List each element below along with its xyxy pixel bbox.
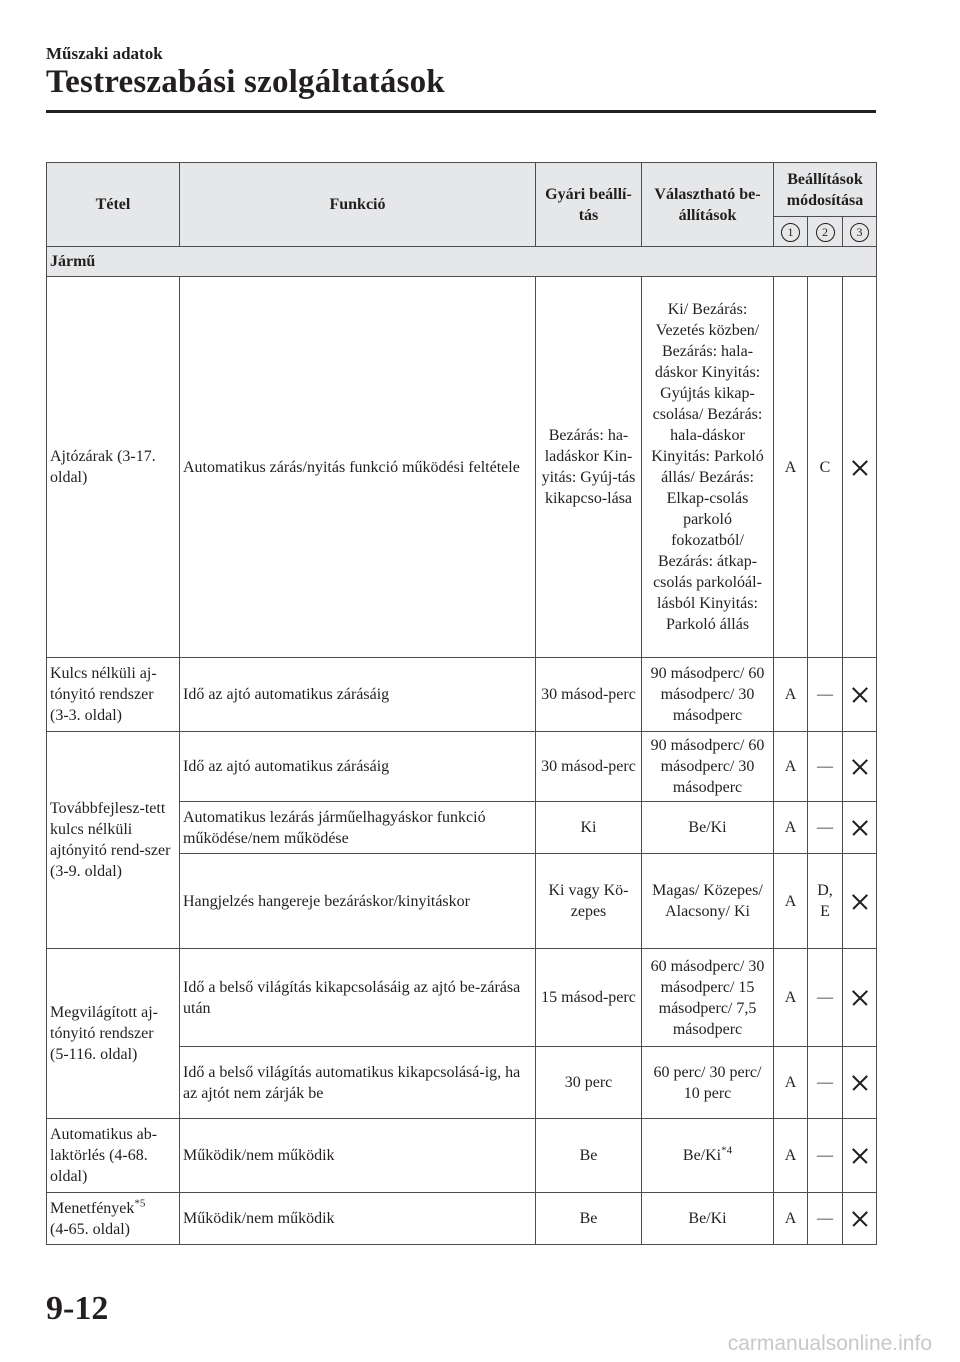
item-reference: (4-65. oldal) [50, 1220, 130, 1238]
row-selectable: Ki/ Bezárás: Vezetés közben/ Bezárás: hala-dáskor Kinyitás: Gyújtás kikap-csolása/ Bezárás: hala-dáskor Kinyitás: Parkoló állás/ Bezárás: Elkap-csolás parkoló fokozatból/ Bezárás: átkap-csolás parkolóál-lásból Kinyitás: Parkoló állás [642, 277, 774, 658]
row-function: Hangjelzés hangereje bezáráskor/kinyitáskor [180, 854, 536, 949]
table-row [47, 277, 877, 658]
row-selectable: Be/Ki [642, 802, 774, 854]
footnote-marker: *4 [721, 1144, 733, 1157]
circled-2-icon: 2 [816, 223, 835, 242]
method-2-header [808, 217, 843, 247]
not-available-icon [852, 687, 868, 703]
row-selectable: 60 perc/ 30 perc/ 10 perc [642, 1047, 774, 1119]
selectable-value: Be/Ki [682, 1147, 722, 1164]
row-function: Automatikus zárás/nyitás funkció működési feltétele [180, 277, 536, 658]
row-method-2: — [808, 949, 843, 1047]
table-row [47, 1119, 877, 1193]
page-title: Testreszabási szolgáltatások [46, 64, 445, 100]
row-method-2: — [808, 658, 843, 732]
row-selectable: Magas/ Közepes/ Alacsony/ Ki [642, 854, 774, 949]
table-row [47, 949, 877, 1047]
row-method-3 [843, 277, 877, 658]
row-item: Továbbfejlesz-tett kulcs nélküli ajtónyitó rend-szer (3-9. oldal) [47, 732, 180, 949]
table-row [47, 732, 877, 802]
row-function: Idő a belső világítás kikapcsolásáig az ajtó be-zárása után [180, 949, 536, 1047]
row-method-3 [843, 732, 877, 802]
row-item: Ajtózárak (3-17. oldal) [47, 277, 180, 658]
row-method-1: A [774, 854, 808, 949]
row-function: Működik/nem működik [180, 1119, 536, 1193]
row-method-1: A [774, 1119, 808, 1193]
not-available-icon [852, 1211, 868, 1227]
row-factory: Ki [536, 802, 642, 854]
circled-3-icon: 3 [850, 223, 869, 242]
row-method-3 [843, 854, 877, 949]
row-factory: Be [536, 1119, 642, 1193]
column-header-function: Funkció [180, 163, 536, 247]
table-row [47, 658, 877, 732]
not-available-icon [852, 1148, 868, 1164]
row-factory: 30 másod-perc [536, 658, 642, 732]
row-method-3 [843, 802, 877, 854]
row-selectable [642, 1119, 774, 1193]
not-available-icon [852, 460, 868, 476]
row-factory: Ki vagy Kö-zepes [536, 854, 642, 949]
row-method-3 [843, 1119, 877, 1193]
row-item: Megvilágított aj-tónyitó rendszer (5-116. oldal) [47, 949, 180, 1119]
table-row [47, 1193, 877, 1245]
row-factory: 30 perc [536, 1047, 642, 1119]
row-selectable: 60 másodperc/ 30 másodperc/ 15 másodperc/ 7,5 másodperc [642, 949, 774, 1047]
row-method-1: A [774, 732, 808, 802]
row-method-1: A [774, 1193, 808, 1245]
not-available-icon [852, 990, 868, 1006]
row-method-1: A [774, 1047, 808, 1119]
column-header-change: Beállítások módosítása [774, 163, 877, 217]
method-1-header [774, 217, 808, 247]
not-available-icon [852, 759, 868, 775]
row-selectable: Be/Ki [642, 1193, 774, 1245]
row-method-2: — [808, 802, 843, 854]
row-item [47, 1193, 180, 1245]
row-selectable: 90 másodperc/ 60 másodperc/ 30 másodperc [642, 732, 774, 802]
row-item: Kulcs nélküli aj-tónyitó rendszer (3-3. oldal) [47, 658, 180, 732]
row-method-2: — [808, 1193, 843, 1245]
method-3-header [843, 217, 877, 247]
footnote-marker: *5 [134, 1197, 146, 1210]
row-function: Idő a belső világítás automatikus kikapcsolásá-ig, ha az ajtót nem zárják be [180, 1047, 536, 1119]
column-header-item: Tétel [47, 163, 180, 247]
row-method-3 [843, 1193, 877, 1245]
item-label: Menetfények [50, 1199, 135, 1217]
row-factory: Be [536, 1193, 642, 1245]
row-factory: 30 másod-perc [536, 732, 642, 802]
row-method-2: D, E [808, 854, 843, 949]
row-method-2: — [808, 732, 843, 802]
category-row-vehicle: Jármű [47, 247, 877, 277]
row-selectable: 90 másodperc/ 60 másodperc/ 30 másodperc [642, 658, 774, 732]
row-function: Idő az ajtó automatikus zárásáig [180, 732, 536, 802]
row-method-1: A [774, 658, 808, 732]
not-available-icon [852, 820, 868, 836]
row-factory: Bezárás: ha-ladáskor Kin-yitás: Gyúj-tás kikapcso-lása [536, 277, 642, 658]
row-method-2: — [808, 1047, 843, 1119]
row-method-3 [843, 949, 877, 1047]
customization-table [46, 162, 877, 1245]
circled-1-icon: 1 [781, 223, 800, 242]
row-function: Automatikus lezárás járműelhagyáskor funkció működése/nem működése [180, 802, 536, 854]
watermark: carmanualsonline.info [727, 1332, 932, 1355]
column-header-selectable: Választható be-állítások [642, 163, 774, 247]
row-item: Automatikus ab-laktörlés (4-68. oldal) [47, 1119, 180, 1193]
row-factory: 15 másod-perc [536, 949, 642, 1047]
section-label: Műszaki adatok [46, 44, 163, 63]
row-method-3 [843, 658, 877, 732]
row-method-2: — [808, 1119, 843, 1193]
row-method-1: A [774, 802, 808, 854]
not-available-icon [852, 1075, 868, 1091]
row-method-3 [843, 1047, 877, 1119]
title-divider [46, 110, 876, 113]
column-header-factory: Gyári beállí-tás [536, 163, 642, 247]
row-function: Működik/nem működik [180, 1193, 536, 1245]
row-function: Idő az ajtó automatikus zárásáig [180, 658, 536, 732]
row-method-2: C [808, 277, 843, 658]
row-method-1: A [774, 277, 808, 658]
page-number: 9-12 [46, 1290, 109, 1327]
row-method-1: A [774, 949, 808, 1047]
not-available-icon [852, 894, 868, 910]
